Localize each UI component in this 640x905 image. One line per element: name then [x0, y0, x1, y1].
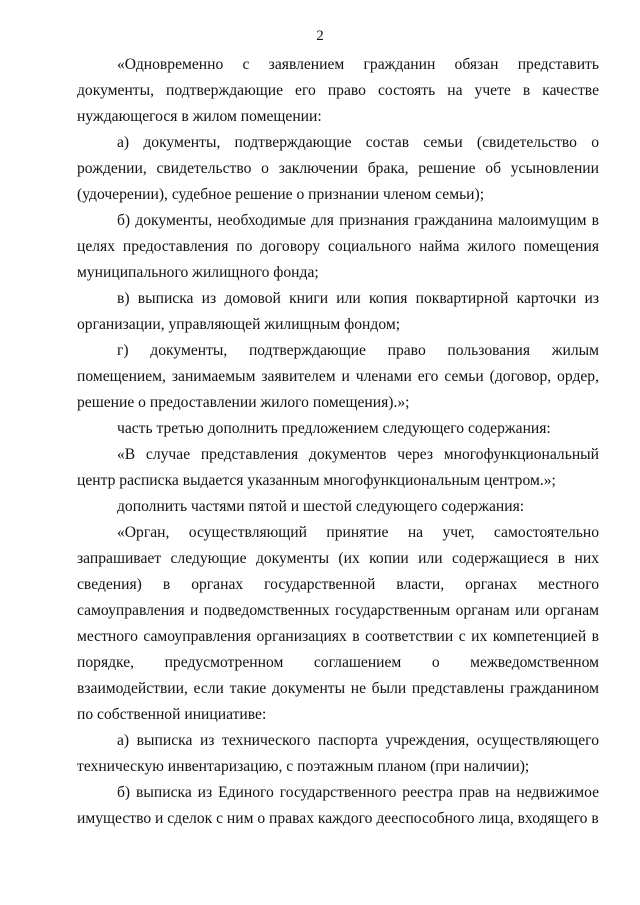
paragraph-intro: «Одновременно с заявлением гражданин обязан представить документы, подтверждающие его право состоять на учете в качестве нуждающегося в жилом помещении: — [77, 56, 599, 125]
paragraph-item-g: г) документы, подтверждающие право пользования жилым помещением, занимаемым заявителем и членами его семьи (договор, ордер, решение о предоставлении жилого помещения).»; — [77, 342, 599, 411]
paragraph-parts-five-six: дополнить частями пятой и шестой следующего содержания: — [117, 498, 525, 515]
document-body — [77, 52, 599, 832]
paragraph-authority-request: «Орган, осуществляющий принятие на учет, самостоятельно запрашивает следующие документы (их копии или содержащиеся в них сведения) в органах государственной власти, органах местного самоуправления и подведомственных государственным органам или органам местного самоуправления организациях в соответствии с их компетенцией в порядке, предусмотренном соглашением о межведомственном взаимодействии, если такие документы не были представлены гражданином по собственной инициативе: — [77, 524, 599, 723]
paragraph-item-v: в) выписка из домовой книги или копия поквартирной карточки из организации, управляющей жилищным фондом; — [77, 290, 599, 333]
paragraph-item-b: б) документы, необходимые для признания гражданина малоимущим в целях предоставления по договору социального найма жилого помещения муниципального жилищного фонда; — [77, 212, 599, 281]
paragraph-item-a: а) документы, подтверждающие состав семьи (свидетельство о рождении, свидетельство о заключении брака, решение об усыновлении (удочерении), судебное решение о признании членом семьи); — [77, 134, 599, 203]
paragraph-mfc-receipt: «В случае представления документов через многофункциональный центр расписка выдается указанным многофункциональным центром.»; — [77, 446, 599, 489]
page-number: 2 — [316, 28, 324, 44]
paragraph-request-item-a: а) выписка из технического паспорта учреждения, осуществляющего техническую инвентаризацию, с поэтажным планом (при наличии); — [77, 732, 599, 775]
paragraph-request-item-b: б) выписка из Единого государственного реестра прав на недвижимое имущество и сделок с ним о правах каждого дееспособного лица, входящего в — [77, 784, 599, 827]
paragraph-part-three: часть третью дополнить предложением следующего содержания: — [117, 420, 551, 437]
